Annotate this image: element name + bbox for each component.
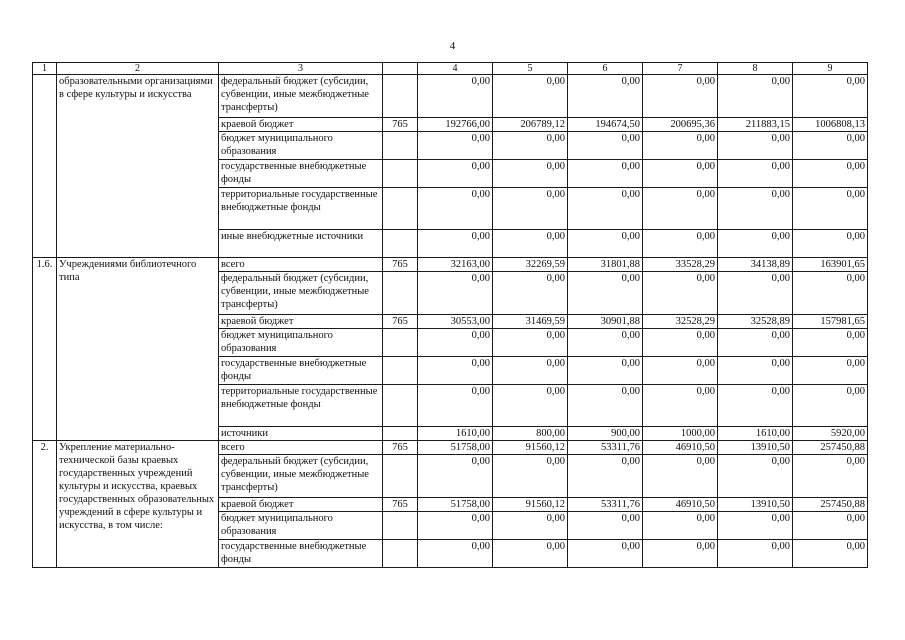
amount-cell: 0,00 xyxy=(418,385,493,427)
funding-source: государственные внебюджетные фонды xyxy=(219,540,383,568)
amount-cell: 0,00 xyxy=(418,329,493,357)
table-row xyxy=(33,258,868,272)
budget-code xyxy=(383,357,418,385)
column-header: 4 xyxy=(418,63,493,75)
budget-code xyxy=(383,540,418,568)
item-number: 2. xyxy=(33,441,57,568)
amount-cell: 5920,00 xyxy=(793,427,868,441)
amount-cell: 33528,29 xyxy=(643,258,718,272)
amount-cell: 0,00 xyxy=(493,188,568,230)
amount-cell: 32528,29 xyxy=(643,315,718,329)
amount-cell: 1000,00 xyxy=(643,427,718,441)
amount-cell: 0,00 xyxy=(793,385,868,427)
amount-cell: 46910,50 xyxy=(643,498,718,512)
column-header: 5 xyxy=(493,63,568,75)
funding-source: краевой бюджет xyxy=(219,498,383,512)
budget-code xyxy=(383,75,418,118)
amount-cell: 0,00 xyxy=(418,357,493,385)
amount-cell: 0,00 xyxy=(793,132,868,160)
amount-cell: 0,00 xyxy=(718,160,793,188)
amount-cell: 0,00 xyxy=(493,230,568,258)
column-header: 3 xyxy=(219,63,383,75)
budget-code xyxy=(383,230,418,258)
budget-code xyxy=(383,188,418,230)
budget-code: 765 xyxy=(383,498,418,512)
amount-cell: 0,00 xyxy=(643,272,718,315)
amount-cell: 206789,12 xyxy=(493,118,568,132)
amount-cell: 0,00 xyxy=(718,132,793,160)
amount-cell: 0,00 xyxy=(568,272,643,315)
funding-source: краевой бюджет xyxy=(219,118,383,132)
amount-cell: 0,00 xyxy=(568,385,643,427)
budget-code: 765 xyxy=(383,441,418,455)
amount-cell: 211883,15 xyxy=(718,118,793,132)
amount-cell: 257450,88 xyxy=(793,498,868,512)
amount-cell: 0,00 xyxy=(793,512,868,540)
budget-code xyxy=(383,132,418,160)
amount-cell: 13910,50 xyxy=(718,441,793,455)
amount-cell: 32528,89 xyxy=(718,315,793,329)
amount-cell: 0,00 xyxy=(418,272,493,315)
funding-source: государственные внебюджетные фонды xyxy=(219,160,383,188)
amount-cell: 53311,76 xyxy=(568,498,643,512)
amount-cell: 0,00 xyxy=(568,75,643,118)
amount-cell: 0,00 xyxy=(643,188,718,230)
amount-cell: 0,00 xyxy=(418,230,493,258)
item-number xyxy=(33,75,57,258)
amount-cell: 0,00 xyxy=(493,385,568,427)
amount-cell: 900,00 xyxy=(568,427,643,441)
column-header: 7 xyxy=(643,63,718,75)
amount-cell: 0,00 xyxy=(418,512,493,540)
amount-cell: 0,00 xyxy=(643,160,718,188)
budget-code xyxy=(383,160,418,188)
amount-cell: 0,00 xyxy=(493,132,568,160)
amount-cell: 0,00 xyxy=(493,329,568,357)
budget-code: 765 xyxy=(383,315,418,329)
funding-source: бюджет муниципального образования xyxy=(219,132,383,160)
amount-cell: 0,00 xyxy=(643,512,718,540)
amount-cell: 1610,00 xyxy=(718,427,793,441)
column-header: 9 xyxy=(793,63,868,75)
amount-cell: 0,00 xyxy=(568,540,643,568)
budget-code xyxy=(383,455,418,498)
amount-cell: 30901,88 xyxy=(568,315,643,329)
amount-cell: 34138,89 xyxy=(718,258,793,272)
amount-cell: 194674,50 xyxy=(568,118,643,132)
amount-cell: 0,00 xyxy=(643,75,718,118)
budget-code xyxy=(383,272,418,315)
budget-code xyxy=(383,385,418,427)
amount-cell: 0,00 xyxy=(418,455,493,498)
amount-cell: 46910,50 xyxy=(643,441,718,455)
budget-code xyxy=(383,512,418,540)
funding-source: всего xyxy=(219,441,383,455)
column-header: 1 xyxy=(33,63,57,75)
amount-cell: 0,00 xyxy=(568,357,643,385)
amount-cell: 91560,12 xyxy=(493,441,568,455)
amount-cell: 51758,00 xyxy=(418,498,493,512)
amount-cell: 0,00 xyxy=(643,455,718,498)
amount-cell: 0,00 xyxy=(793,75,868,118)
table-row xyxy=(33,441,868,455)
funding-source: федеральный бюджет (субсидии, субвенции, иные межбюджетные трансферты) xyxy=(219,455,383,498)
amount-cell: 0,00 xyxy=(493,75,568,118)
amount-cell: 0,00 xyxy=(718,512,793,540)
amount-cell: 13910,50 xyxy=(718,498,793,512)
amount-cell: 200695,36 xyxy=(643,118,718,132)
amount-cell: 0,00 xyxy=(418,160,493,188)
funding-source: территориальные государственные внебюджетные фонды xyxy=(219,188,383,230)
amount-cell: 0,00 xyxy=(718,455,793,498)
budget-code: 765 xyxy=(383,258,418,272)
funding-source: иные внебюджетные источники xyxy=(219,230,383,258)
amount-cell: 0,00 xyxy=(493,272,568,315)
amount-cell: 0,00 xyxy=(793,357,868,385)
amount-cell: 0,00 xyxy=(718,385,793,427)
amount-cell: 0,00 xyxy=(793,160,868,188)
amount-cell: 0,00 xyxy=(418,75,493,118)
amount-cell: 0,00 xyxy=(493,540,568,568)
amount-cell: 0,00 xyxy=(643,230,718,258)
amount-cell: 51758,00 xyxy=(418,441,493,455)
amount-cell: 0,00 xyxy=(718,357,793,385)
amount-cell: 0,00 xyxy=(793,188,868,230)
page-number: 4 xyxy=(449,40,456,52)
amount-cell: 0,00 xyxy=(718,272,793,315)
funding-source: территориальные государственные внебюджетные фонды xyxy=(219,385,383,427)
budget-code xyxy=(383,329,418,357)
amount-cell: 0,00 xyxy=(568,455,643,498)
amount-cell: 0,00 xyxy=(493,357,568,385)
budget-table xyxy=(32,62,868,568)
amount-cell: 53311,76 xyxy=(568,441,643,455)
budget-code xyxy=(383,427,418,441)
amount-cell: 0,00 xyxy=(493,512,568,540)
amount-cell: 0,00 xyxy=(643,540,718,568)
funding-source: всего xyxy=(219,258,383,272)
amount-cell: 192766,00 xyxy=(418,118,493,132)
budget-table-body xyxy=(33,63,868,568)
funding-source: бюджет муниципального образования xyxy=(219,329,383,357)
amount-cell: 0,00 xyxy=(568,132,643,160)
item-name: образовательными организациями в сфере культуры и искусства xyxy=(57,75,219,258)
amount-cell: 0,00 xyxy=(718,540,793,568)
amount-cell: 0,00 xyxy=(718,75,793,118)
amount-cell: 0,00 xyxy=(643,132,718,160)
amount-cell: 0,00 xyxy=(793,455,868,498)
amount-cell: 0,00 xyxy=(418,132,493,160)
amount-cell: 163901,65 xyxy=(793,258,868,272)
funding-source: бюджет муниципального образования xyxy=(219,512,383,540)
amount-cell: 800,00 xyxy=(493,427,568,441)
amount-cell: 257450,88 xyxy=(793,441,868,455)
amount-cell: 0,00 xyxy=(643,329,718,357)
amount-cell: 0,00 xyxy=(568,512,643,540)
column-header: 2 xyxy=(57,63,219,75)
amount-cell: 0,00 xyxy=(793,230,868,258)
funding-source: краевой бюджет xyxy=(219,315,383,329)
amount-cell: 0,00 xyxy=(643,357,718,385)
item-number: 1.6. xyxy=(33,258,57,441)
funding-source: государственные внебюджетные фонды xyxy=(219,357,383,385)
amount-cell: 1006808,13 xyxy=(793,118,868,132)
item-name: Укрепление материально-технической базы краевых государственных учреждений культуры и искусства, краевых государственных образовательных учреждений в сфере культуры и искусства, в том числе: xyxy=(57,441,219,568)
funding-source: федеральный бюджет (субсидии, субвенции, иные межбюджетные трансферты) xyxy=(219,272,383,315)
amount-cell: 32163,00 xyxy=(418,258,493,272)
amount-cell: 157981,65 xyxy=(793,315,868,329)
amount-cell: 0,00 xyxy=(568,160,643,188)
item-name: Учреждениями библиотечного типа xyxy=(57,258,219,441)
amount-cell: 0,00 xyxy=(718,188,793,230)
amount-cell: 0,00 xyxy=(568,188,643,230)
amount-cell: 1610,00 xyxy=(418,427,493,441)
amount-cell: 0,00 xyxy=(568,230,643,258)
amount-cell: 32269,59 xyxy=(493,258,568,272)
amount-cell: 91560,12 xyxy=(493,498,568,512)
budget-code: 765 xyxy=(383,118,418,132)
column-header: 8 xyxy=(718,63,793,75)
amount-cell: 0,00 xyxy=(568,329,643,357)
funding-source: источники xyxy=(219,427,383,441)
amount-cell: 0,00 xyxy=(493,160,568,188)
table-row xyxy=(33,75,868,118)
amount-cell: 0,00 xyxy=(418,188,493,230)
column-header: 6 xyxy=(568,63,643,75)
amount-cell: 0,00 xyxy=(418,540,493,568)
amount-cell: 0,00 xyxy=(493,455,568,498)
amount-cell: 0,00 xyxy=(793,329,868,357)
amount-cell: 0,00 xyxy=(718,230,793,258)
amount-cell: 0,00 xyxy=(793,540,868,568)
amount-cell: 0,00 xyxy=(718,329,793,357)
amount-cell: 30553,00 xyxy=(418,315,493,329)
amount-cell: 31469,59 xyxy=(493,315,568,329)
amount-cell: 0,00 xyxy=(643,385,718,427)
amount-cell: 0,00 xyxy=(793,272,868,315)
column-number-row xyxy=(33,63,868,75)
funding-source: федеральный бюджет (субсидии, субвенции, иные межбюджетные трансферты) xyxy=(219,75,383,118)
column-header xyxy=(383,63,418,75)
amount-cell: 31801,88 xyxy=(568,258,643,272)
